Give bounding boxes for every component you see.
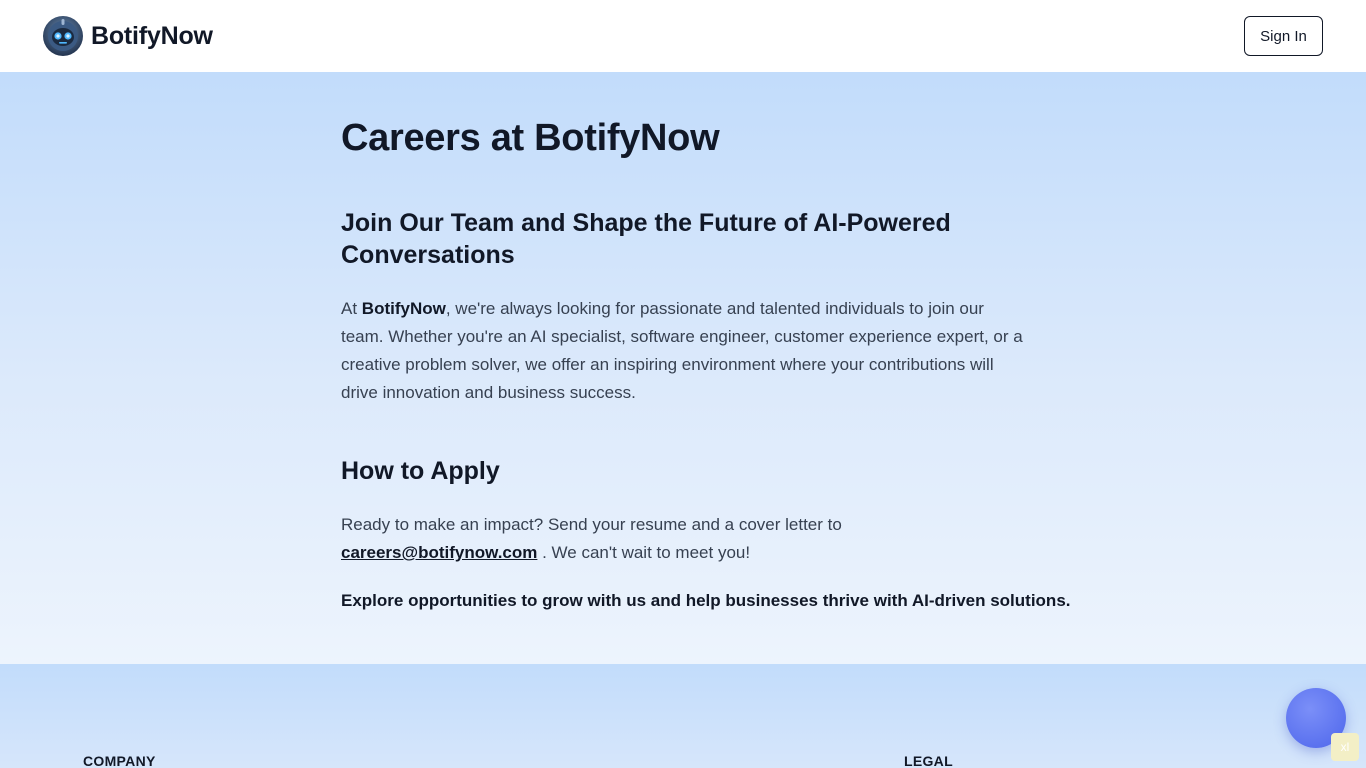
page-title: Careers at BotifyNow	[341, 117, 720, 159]
sign-in-button[interactable]: Sign In	[1244, 16, 1323, 56]
site-header	[0, 0, 1366, 72]
how-to-apply-heading: How to Apply	[341, 457, 500, 485]
join-team-heading: Join Our Team and Shape the Future of AI-Powered Conversations	[341, 209, 951, 269]
footer-company-heading: COMPANY	[83, 753, 156, 768]
closing-statement: Explore opportunities to grow with us and help businesses thrive with AI-driven solutions.	[341, 591, 1071, 610]
intro-prefix: At	[341, 299, 362, 318]
intro-brand: BotifyNow	[361, 299, 446, 318]
brand-name: BotifyNow	[91, 21, 213, 50]
site-footer	[0, 664, 1366, 768]
brand-home-link[interactable]	[43, 16, 213, 56]
apply-prefix: Ready to make an impact? Send your resume and a cover letter to	[341, 515, 842, 534]
corner-badge[interactable]: xl	[1331, 733, 1359, 761]
careers-email-link[interactable]: careers@botifynow.com	[341, 543, 538, 562]
apply-suffix: . We can't wait to meet you!	[537, 543, 751, 562]
robot-head-icon	[43, 16, 83, 56]
footer-legal-heading: LEGAL	[904, 753, 953, 768]
apply-paragraph	[341, 511, 1026, 567]
intro-paragraph	[341, 295, 1026, 407]
careers-section	[0, 72, 1366, 664]
intro-body: , we're always looking for passionate and talented individuals to join our team. Whether you're an AI specialist, software engineer, customer experience expert, or a creative problem solver, we offer an inspiring environment where your contributions will drive innovation and business success.	[341, 299, 1023, 402]
